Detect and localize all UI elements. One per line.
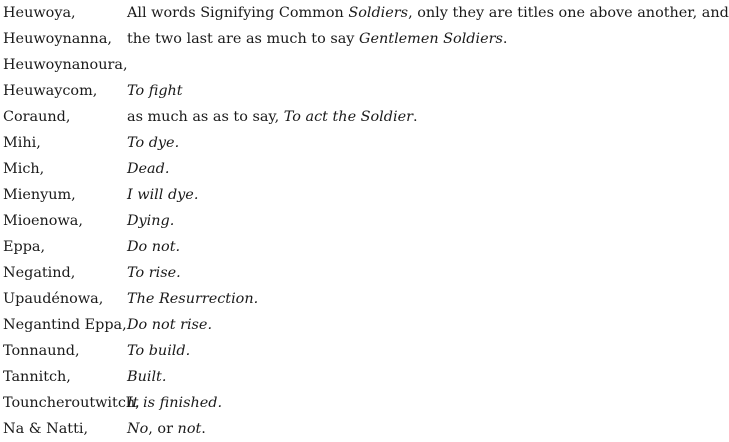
roman-text: All words Signifying Common [127,5,349,21]
glossary-entry [3,234,658,260]
glossary-definition [127,156,658,182]
term-word: Heuwaycom, [3,83,98,99]
glossary-definition [127,182,658,208]
glossary-term [3,130,41,156]
term-word: Eppa, [3,239,46,255]
glossary-entry [3,156,658,182]
glossary-definition [127,104,658,130]
roman-text: . [201,421,206,437]
definition-line [127,26,658,52]
italic-text: To rise. [127,265,181,281]
term-word: Negatind, [3,265,76,281]
italic-text: I will dye. [127,187,199,203]
term-word: Tannitch, [3,369,71,385]
definition-line [127,416,658,442]
term-word: Na & Natti, [3,421,89,437]
glossary-entry [3,338,658,364]
glossary-term [3,364,71,390]
glossary-term [3,182,76,208]
glossary-entry [3,260,658,286]
roman-text: . [502,31,508,47]
italic-text: To dye. [127,135,180,151]
roman-text: . [413,109,418,125]
glossary-definition [127,312,658,338]
roman-text: the two last are as much to say [127,31,359,47]
glossary-entry [3,130,658,156]
glossary-entry [3,364,658,390]
glossary-term [3,0,128,78]
glossary-definition [127,286,658,312]
definition-line [127,78,658,104]
definition-line [127,0,729,26]
glossary-term [3,312,127,338]
italic-text: Do not. [127,239,181,255]
glossary-entry [3,104,658,130]
italic-text: Built. [127,369,167,385]
glossary-term [3,78,97,104]
glossary-term [3,260,75,286]
italic-text: Dead. [127,161,170,177]
definition-line [127,104,658,130]
italic-text: Do not rise. [127,317,213,333]
roman-text: , only they are titles one above another, and [408,5,729,21]
definition-line [127,234,658,260]
glossary-term [3,416,88,442]
glossary-definition [127,260,658,286]
definition-line [127,286,658,312]
glossary-definition [127,130,658,156]
italic-text: To build. [127,343,191,359]
definition-line [127,390,658,416]
definition-line [127,130,658,156]
glossary-term [3,208,83,234]
italic-text: Soldiers [348,5,409,21]
definition-line [127,182,658,208]
glossary-term [3,390,140,416]
glossary-entry [3,416,658,442]
glossary-definition [127,0,729,52]
term-word: Coraund, [3,109,71,125]
definition-line [127,208,658,234]
glossary-term [3,104,70,130]
italic-text: not [177,421,202,437]
glossary-entry [3,182,658,208]
italic-text: Dying. [127,213,175,229]
italic-text: The Resurrection. [127,291,259,307]
glossary-term [3,234,45,260]
definition-line [127,364,658,390]
term-word: Touncheroutwitch, [3,395,140,411]
glossary-definition [127,78,658,104]
glossary-term [3,338,80,364]
term-word: Heuwoynanoura, [3,57,128,73]
glossary-definition [127,364,658,390]
glossary-term [3,286,103,312]
term-word: Upaudénowa, [3,291,104,307]
roman-text: , or [148,421,178,437]
term-word: Negantind Eppa, [3,317,127,333]
glossary-entry [3,208,658,234]
italic-text: No [127,421,149,437]
term-word: Mich, [3,161,45,177]
definition-line [127,260,658,286]
glossary-entry [3,312,658,338]
glossary-definition [127,338,658,364]
italic-text: It is finished. [127,395,223,411]
term-word: Heuwoya, [3,5,76,21]
term-word: Heuwoynanna, [3,31,112,47]
definition-line [127,156,658,182]
term-word: Tonnaund, [3,343,80,359]
italic-text: To fight [127,83,183,99]
glossary-definition [127,390,658,416]
glossary-list [3,0,729,442]
roman-text: as much as as to say, [127,109,284,125]
term-word: Mienyum, [3,187,76,203]
glossary-definition [127,234,658,260]
glossary-entry [3,390,658,416]
italic-text: To act the Soldier [283,109,413,125]
definition-line [127,338,658,364]
glossary-entry [3,0,729,78]
glossary-definition [127,208,658,234]
italic-text: Gentlemen Soldiers [359,31,503,47]
glossary-definition [127,416,658,442]
term-word: Mihi, [3,135,41,151]
glossary-entry [3,286,658,312]
term-word: Mioenowa, [3,213,83,229]
glossary-term [3,156,44,182]
glossary-entry [3,78,658,104]
definition-line [127,312,658,338]
